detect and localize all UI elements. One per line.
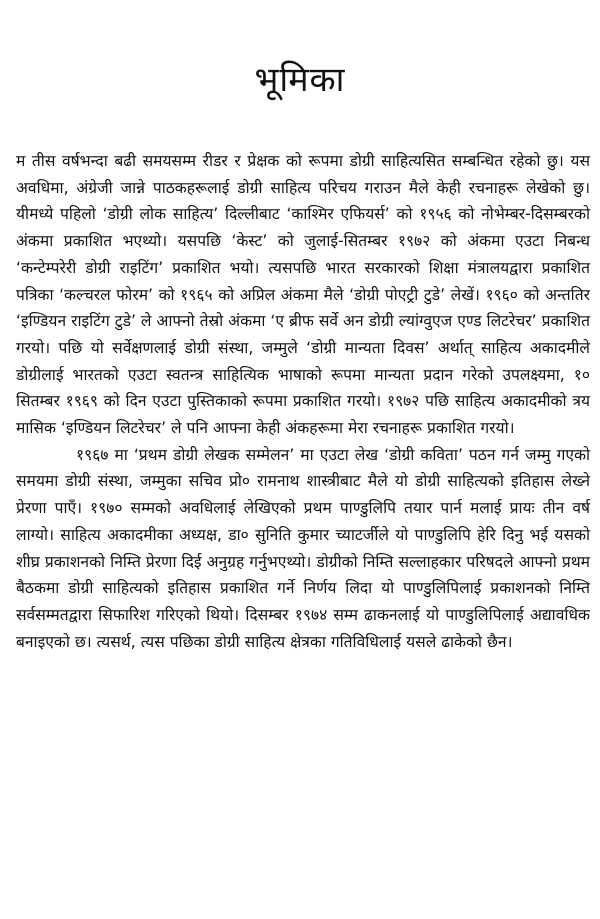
paragraph-2: १९६७ मा ‘प्रथम डोग्री लेखक सम्मेलन’ मा एउटा लेख ‘डोग्री कविता’ पठन गर्न जम्मु गएको समयमा डोग्री संस्था, जम्मुका सचिव प्रो० रामनाथ शास्त्रीबाट मैले यो डोग्री साहित्यको इतिहास लेख्ने प्रेरणा पाएँ। १९७० सम्मको अवधिलाई लेखिएको प्रथम पाण्डुलिपि तयार पार्न मलाई प्रायः तीन वर्ष लाग्यो। साहित्य अकादमीका अध्यक्ष, डा० सुनिति कुमार च्याटर्जीले यो पाण्डुलिपि हेरि दिनु भई यसको शीघ्र प्रकाशनको निम्ति प्रेरणा दिई अनुग्रह गर्नुभएथ्यो। डोग्रीको निम्ति सल्लाहकार परिषदले आफ्नो प्रथम बैठकमा डोग्री साहित्यको इतिहास प्रकाशित गर्ने निर्णय लिदा यो पाण्डुलिपिलाई प्रकाशनको निम्ति सर्वसम्मतद्वारा सिफारिश गरिएको थियो। दिसम्बर १९७४ सम्म ढाकनलाई यो पाण्डुलिपिलाई अद्यावधिक बनाइएको छ। त्यसर्थ, त्यस पछिका डोग्री साहित्य क्षेत्रका गतिविधिलाई यसले ढाकेको छैन। (16, 445, 591, 651)
page-title: भूमिका (254, 60, 346, 100)
body-text (16, 148, 590, 655)
paragraph-1: म तीस वर्षभन्दा बढी समयसम्म रीडर र प्रेक्षक को रूपमा डोग्री साहित्यसित सम्बन्धित रहेको छु। यस अवधिमा, अंग्रेजी जान्ने पाठकहरूलाई डोग्री साहित्य परिचय गराउन मैले केही रचनाहरू लेखेको छु। यीमध्ये पहिलो ‘डोग्री लोक साहित्य’ दिल्लीबाट ‘काश्मिर एफियर्स’ को १९५६ को नोभेम्बर-दिसम्बरको अंकमा प्रकाशित भएथ्यो। यसपछि ‘केस्ट’ को जुलाई-सितम्बर १९७२ को अंकमा एउटा निबन्ध ‘कन्टेम्परेरी डोग्री राइटिंग’ प्रकाशित भयो। त्यसपछि भारत सरकारको शिक्षा मंत्रालयद्वारा प्रकाशित पत्रिका ‘कल्चरल फोरम’ को १९६५ को अप्रिल अंकमा मैले ‘डोग्री पोएट्री टुडे’ लेखें। १९६० को अन्ततिर ‘इण्डियन राइटिंग टुडे’ ले आफ्नो तेस्रो अंकमा ‘ए ब्रीफ सर्वे अन डोग्री ल्यांग्वुएज एण्ड लिटरेचर’ प्रकाशित गरयो। पछि यो सर्वेक्षणलाई डोग्री संस्था, जम्मुले ‘डोग्री मान्यता दिवस’ अर्थात् साहित्य अकादमीले डोग्रीलाई भारतको एउटा स्वतन्त्र साहित्यिक भाषाको रूपमा मान्यता प्रदान गरेको उपलक्ष्यमा, १० सितम्बर १९६९ को दिन एउटा पुस्तिकाको रूपमा प्रकाशित गरयो। १९७२ पछि साहित्य अकादमीको त्रय मासिक ‘इण्डियन लिटरेचर’ ले पनि आफ्ना केही अंकहरूमा मेरा रचनाहरू प्रकाशित गरयो। (16, 152, 590, 438)
